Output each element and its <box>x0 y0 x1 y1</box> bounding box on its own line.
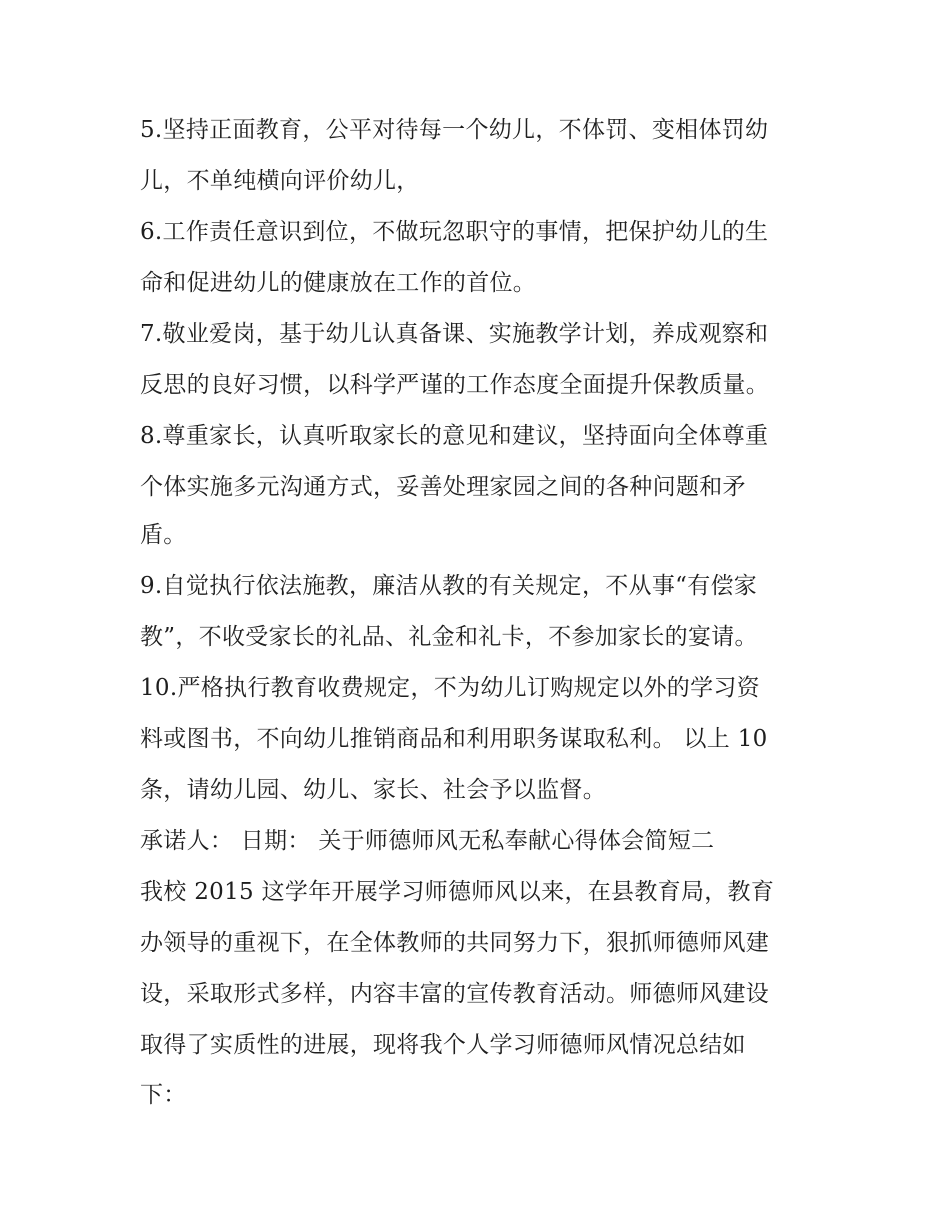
text-line: 反思的良好习惯，以科学严谨的工作态度全面提升保教质量。 <box>140 372 770 398</box>
text-line: 6.工作责任意识到位，不做玩忽职守的事情，把保护幼儿的生 <box>140 219 769 245</box>
text-line: 我校 2015 这学年开展学习师德师风以来，在县教育局，教育 <box>140 879 775 905</box>
text-line: 个体实施多元沟通方式，妥善处理家园之间的各种问题和矛 <box>140 474 746 500</box>
text-line: 料或图书，不向幼儿推销商品和利用职务谋取私利。 以上 10 <box>140 726 768 752</box>
text-line: 儿，不单纯横向评价幼儿， <box>140 168 420 194</box>
text-line: 8.尊重家长，认真听取家长的意见和建议，坚持面向全体尊重 <box>140 423 769 449</box>
text-line: 下： <box>140 1082 187 1108</box>
text-line: 9.自觉执行依法施教，廉洁从教的有关规定，不从事“有偿家 <box>140 573 758 599</box>
text-line: 条，请幼儿园、幼儿、家长、社会予以监督。 <box>140 777 606 803</box>
text-line: 承诺人： 日期： 关于师德师风无私奉献心得体会简短二 <box>140 828 715 854</box>
text-line: 7.敬业爱岗，基于幼儿认真备课、实施教学计划，养成观察和 <box>140 321 769 347</box>
text-line: 办领导的重视下，在全体教师的共同努力下，狠抓师德师风建 <box>140 930 770 956</box>
text-line: 命和促进幼儿的健康放在工作的首位。 <box>140 270 537 296</box>
text-line: 盾。 <box>140 522 187 548</box>
text-line: 教”，不收受家长的礼品、礼金和礼卡，不参加家长的宴请。 <box>140 624 758 650</box>
text-line: 取得了实质性的进展，现将我个人学习师德师风情况总结如 <box>140 1032 746 1058</box>
text-line: 设，采取形式多样，内容丰富的宣传教育活动。师德师风建设 <box>140 981 770 1007</box>
text-line: 10.严格执行教育收费规定，不为幼儿订购规定以外的学习资 <box>140 675 760 701</box>
text-line: 5.坚持正面教育，公平对待每一个幼儿，不体罚、变相体罚幼 <box>140 117 769 143</box>
